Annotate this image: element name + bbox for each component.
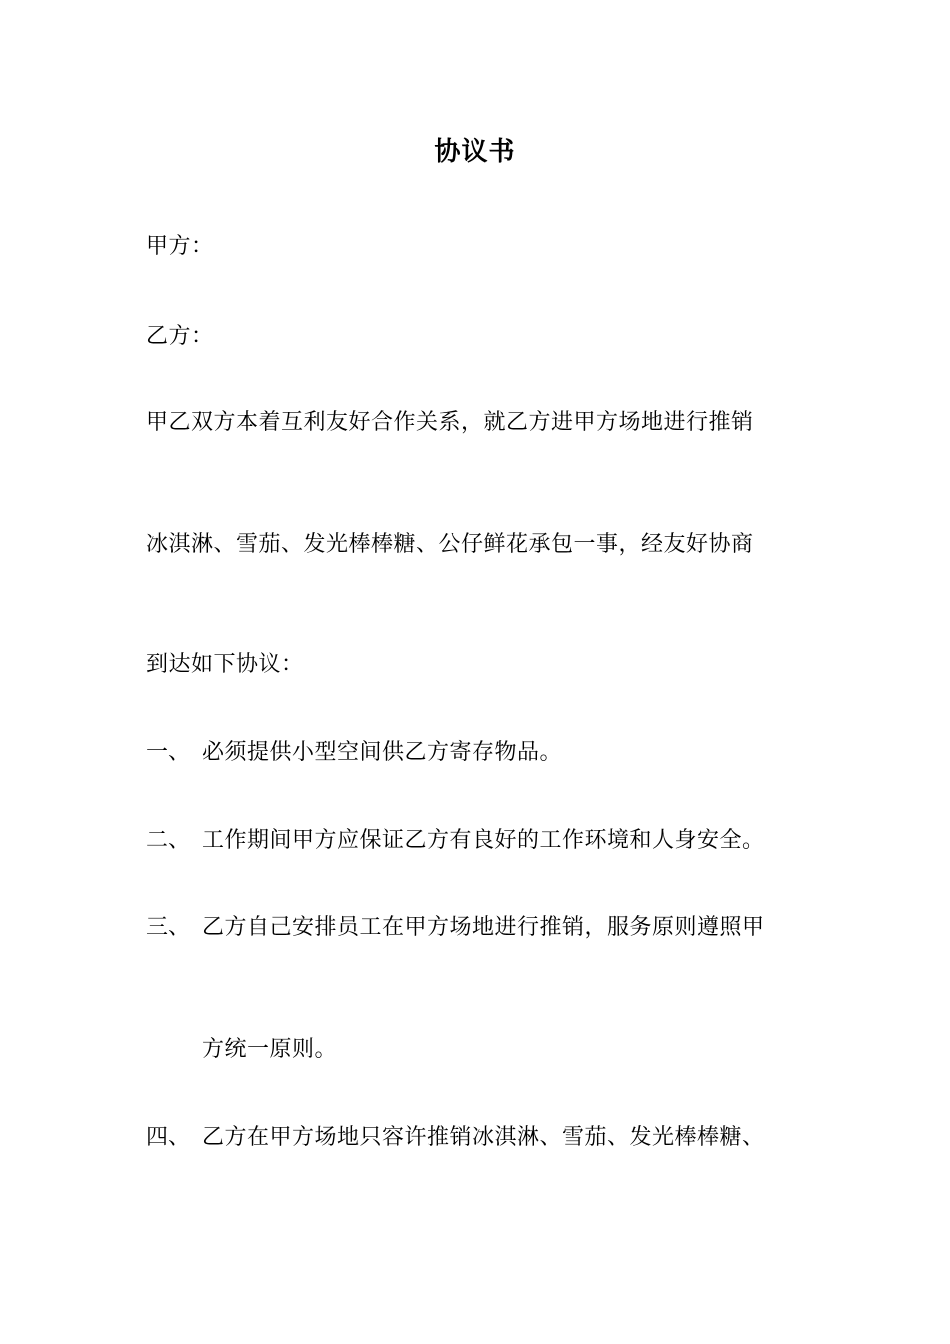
clause-2 — [146, 826, 765, 856]
clause-3 — [146, 913, 765, 943]
clause-text: 乙方在甲方场地只容许推销冰淇淋、雪茄、发光棒棒糖、 — [202, 1125, 765, 1150]
intro-line-1: 甲乙双方本着互利友好合作关系，就乙方进甲方场地进行推销 — [146, 410, 754, 435]
document-title: 协议书 — [434, 137, 516, 167]
clause-number: 一、 — [146, 740, 191, 765]
party-b-label: 乙方： — [146, 324, 214, 349]
clause-number: 四、 — [146, 1125, 191, 1150]
clause-text: 必须提供小型空间供乙方寄存物品。 — [202, 740, 563, 765]
party-a-label: 甲方： — [146, 234, 214, 259]
clause-4 — [146, 1123, 765, 1153]
clause-1 — [146, 738, 562, 768]
clause-text: 工作期间甲方应保证乙方有良好的工作环境和人身安全。 — [202, 828, 765, 853]
clause-3-continuation: 方统一原则。 — [202, 1037, 338, 1062]
clause-number: 二、 — [146, 828, 191, 853]
intro-line-2: 冰淇淋、雪茄、发光棒棒糖、公仔鲜花承包一事，经友好协商 — [146, 532, 754, 557]
clause-text: 乙方自己安排员工在甲方场地进行推销，服务原则遵照甲 — [202, 915, 765, 940]
intro-line-3: 到达如下协议： — [146, 652, 304, 677]
clause-number: 三、 — [146, 915, 191, 940]
